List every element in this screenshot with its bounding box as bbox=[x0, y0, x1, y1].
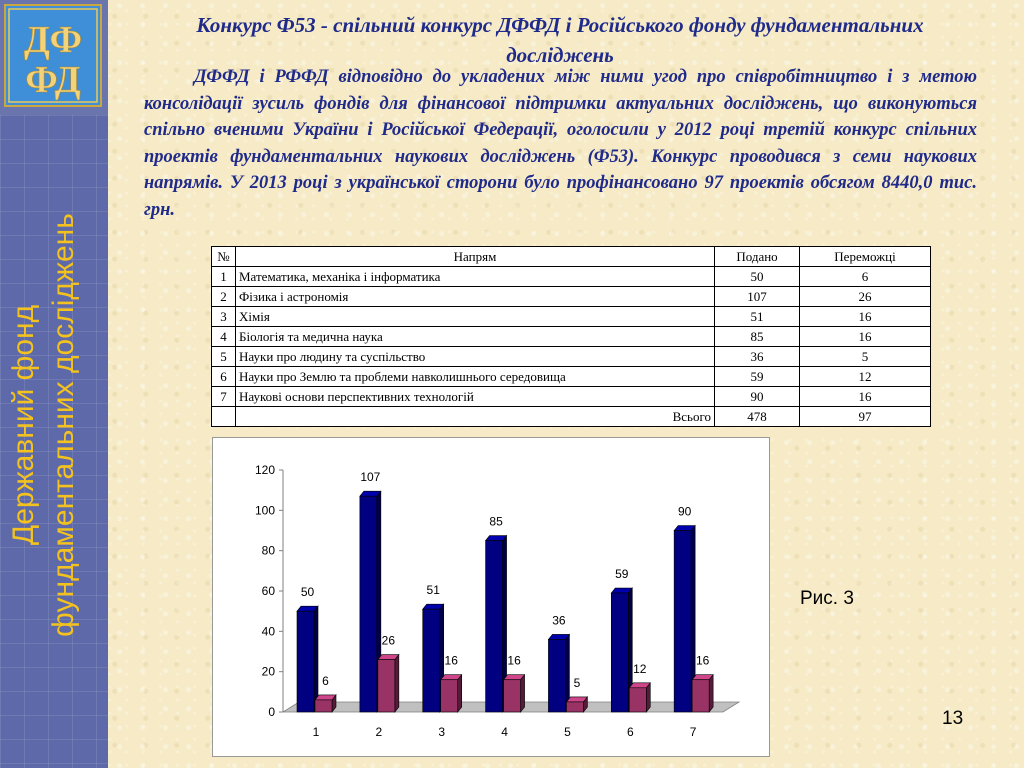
bar-winners-side bbox=[458, 675, 462, 712]
cell-submitted: 85 bbox=[715, 327, 800, 347]
bar-winners bbox=[566, 702, 583, 712]
bar-winners-top bbox=[629, 683, 650, 688]
cell-winners: 16 bbox=[800, 387, 931, 407]
intro-paragraph: ДФФД і РФФД відповідно до укладених між ними угод про співробітництво і з метою консолідації зусиль фондів для фінансової підтримки актуальних досліджень, що виконуються спільно вченими України і Російської Федерації, оголосили у 2012 році третій конкурс спільних проектів фундаментальних наукових досліджень (Ф53). Конкурс проводився з семи наукових напрямів. У 2013 році з української сторони було профінансовано 97 проектів обсягом 8440,0 тис. грн. bbox=[144, 67, 977, 220]
total-spacer bbox=[212, 407, 236, 427]
table-row bbox=[212, 327, 931, 347]
bar-submitted bbox=[486, 541, 503, 712]
cell-winners: 16 bbox=[800, 307, 931, 327]
bar-submitted bbox=[297, 611, 314, 712]
bar-winners-label: 16 bbox=[444, 653, 458, 668]
page-number: 13 bbox=[942, 708, 964, 729]
dffd-logo-icon bbox=[6, 6, 100, 105]
cell-submitted: 51 bbox=[715, 307, 800, 327]
bar-winners-label: 5 bbox=[573, 675, 581, 690]
cell-winners: 6 bbox=[800, 267, 931, 287]
bar-winners-label: 26 bbox=[381, 633, 396, 648]
y-tick-label: 120 bbox=[254, 463, 275, 477]
table-row bbox=[212, 367, 931, 387]
bar-winners-top bbox=[315, 695, 336, 700]
cell-number: 1 bbox=[212, 267, 236, 287]
bar-submitted-side bbox=[314, 606, 318, 712]
bar-submitted bbox=[423, 609, 440, 712]
x-tick-label: 5 bbox=[564, 725, 571, 739]
logo bbox=[4, 4, 102, 107]
bar-winners bbox=[441, 680, 458, 712]
bar-winners bbox=[504, 680, 521, 712]
bar-submitted bbox=[674, 531, 691, 713]
x-tick-label: 3 bbox=[438, 725, 446, 739]
header-number: № bbox=[212, 247, 236, 267]
cell-number: 7 bbox=[212, 387, 236, 407]
bar-winners-label: 12 bbox=[633, 661, 647, 676]
header-winners: Переможці bbox=[800, 247, 931, 267]
bar-submitted-top bbox=[674, 526, 695, 531]
table-total-row bbox=[212, 407, 931, 427]
table-row bbox=[212, 307, 931, 327]
cell-winners: 5 bbox=[800, 347, 931, 367]
x-tick-label: 6 bbox=[626, 725, 634, 739]
bar-submitted bbox=[548, 639, 565, 712]
header-submitted: Подано bbox=[715, 247, 800, 267]
cell-submitted: 107 bbox=[715, 287, 800, 307]
cell-direction: Математика, механіка і інформатика bbox=[236, 267, 715, 287]
bar-winners-top bbox=[504, 675, 525, 680]
bar-winners-label: 16 bbox=[507, 653, 521, 668]
bar-winners-label: 6 bbox=[322, 673, 329, 688]
bar-winners bbox=[629, 688, 646, 712]
bar-winners bbox=[378, 660, 395, 712]
bar-winners bbox=[692, 680, 709, 712]
bar-winners bbox=[315, 700, 332, 712]
bar-submitted-top bbox=[548, 634, 569, 639]
bar-submitted-label: 107 bbox=[360, 470, 381, 485]
bar-winners-top bbox=[692, 675, 713, 680]
y-tick-label: 80 bbox=[261, 543, 275, 558]
y-tick-label: 20 bbox=[261, 664, 275, 679]
logo-frame bbox=[0, 0, 108, 115]
cell-submitted: 50 bbox=[715, 267, 800, 287]
bar-submitted-top bbox=[611, 588, 632, 593]
bar-submitted-top bbox=[360, 491, 381, 496]
bar-submitted bbox=[611, 593, 628, 712]
cell-number: 2 bbox=[212, 287, 236, 307]
header-direction: Напрям bbox=[236, 247, 715, 267]
cell-direction: Наукові основи перспективних технологій bbox=[236, 387, 715, 407]
bar-submitted-top bbox=[297, 606, 318, 611]
cell-number: 4 bbox=[212, 327, 236, 347]
bar-winners-top bbox=[566, 697, 587, 702]
cell-number: 6 bbox=[212, 367, 236, 387]
bar-submitted-label: 36 bbox=[552, 613, 566, 628]
cell-winners: 26 bbox=[800, 287, 931, 307]
cell-direction: Науки про людину та суспільство bbox=[236, 347, 715, 367]
x-tick-label: 2 bbox=[375, 725, 383, 739]
y-tick-label: 100 bbox=[254, 503, 275, 518]
bar-submitted-top bbox=[486, 536, 507, 541]
y-tick-label: 0 bbox=[268, 705, 275, 719]
cell-direction: Хімія bbox=[236, 307, 715, 327]
cell-direction: Фізика і астрономія bbox=[236, 287, 715, 307]
bar-submitted-label: 59 bbox=[615, 567, 629, 582]
cell-submitted: 90 bbox=[715, 387, 800, 407]
y-tick-label: 40 bbox=[261, 624, 275, 639]
sidebar bbox=[0, 0, 108, 768]
cell-number: 5 bbox=[212, 347, 236, 367]
cell-winners: 16 bbox=[800, 327, 931, 347]
sidebar-vertical-title bbox=[4, 125, 104, 725]
bar-submitted-label: 51 bbox=[426, 583, 440, 598]
bar-submitted-top bbox=[423, 604, 444, 609]
total-winners: 97 bbox=[800, 407, 931, 427]
cell-direction: Науки про Землю та проблеми навколишнього середовища bbox=[236, 367, 715, 387]
bar-submitted-label: 90 bbox=[677, 504, 692, 519]
x-tick-label: 4 bbox=[501, 725, 508, 739]
bar-submitted-label: 50 bbox=[300, 585, 315, 600]
sidebar-line-2: фундаментальних досліджень bbox=[47, 213, 80, 637]
table-row bbox=[212, 287, 931, 307]
bar-winners-side bbox=[395, 655, 399, 712]
svg-text:ДФ: ДФ bbox=[23, 19, 83, 61]
cell-winners: 12 bbox=[800, 367, 931, 387]
total-label: Всього bbox=[236, 407, 715, 427]
x-tick-label: 1 bbox=[312, 725, 320, 739]
bar-winners-top bbox=[378, 655, 399, 660]
bar-chart bbox=[212, 437, 770, 757]
bar-winners-top bbox=[441, 675, 462, 680]
slide-title: Конкурс Ф53 - спільний конкурс ДФФД і Російського фонду фундаментальних досліджень bbox=[196, 13, 924, 67]
bar-winners-label: 16 bbox=[695, 653, 710, 668]
total-submitted: 478 bbox=[715, 407, 800, 427]
cell-submitted: 36 bbox=[715, 347, 800, 367]
bar-chart-svg bbox=[213, 438, 769, 756]
bar-submitted bbox=[360, 496, 377, 712]
bar-winners-side bbox=[709, 675, 713, 712]
y-tick-label: 60 bbox=[261, 584, 275, 598]
x-tick-label: 7 bbox=[689, 725, 697, 739]
cell-direction: Біологія та медична наука bbox=[236, 327, 715, 347]
table-header-row bbox=[212, 247, 931, 267]
sidebar-line-1: Державний фонд bbox=[7, 304, 40, 546]
svg-text:ФД: ФД bbox=[25, 59, 81, 101]
directions-table bbox=[211, 246, 931, 427]
table-row bbox=[212, 267, 931, 287]
bar-submitted-label: 85 bbox=[489, 514, 503, 529]
table-row bbox=[212, 387, 931, 407]
cell-number: 3 bbox=[212, 307, 236, 327]
table-row bbox=[212, 347, 931, 367]
cell-submitted: 59 bbox=[715, 367, 800, 387]
figure-caption: Рис. 3 bbox=[800, 588, 854, 609]
bar-winners-side bbox=[521, 675, 525, 712]
